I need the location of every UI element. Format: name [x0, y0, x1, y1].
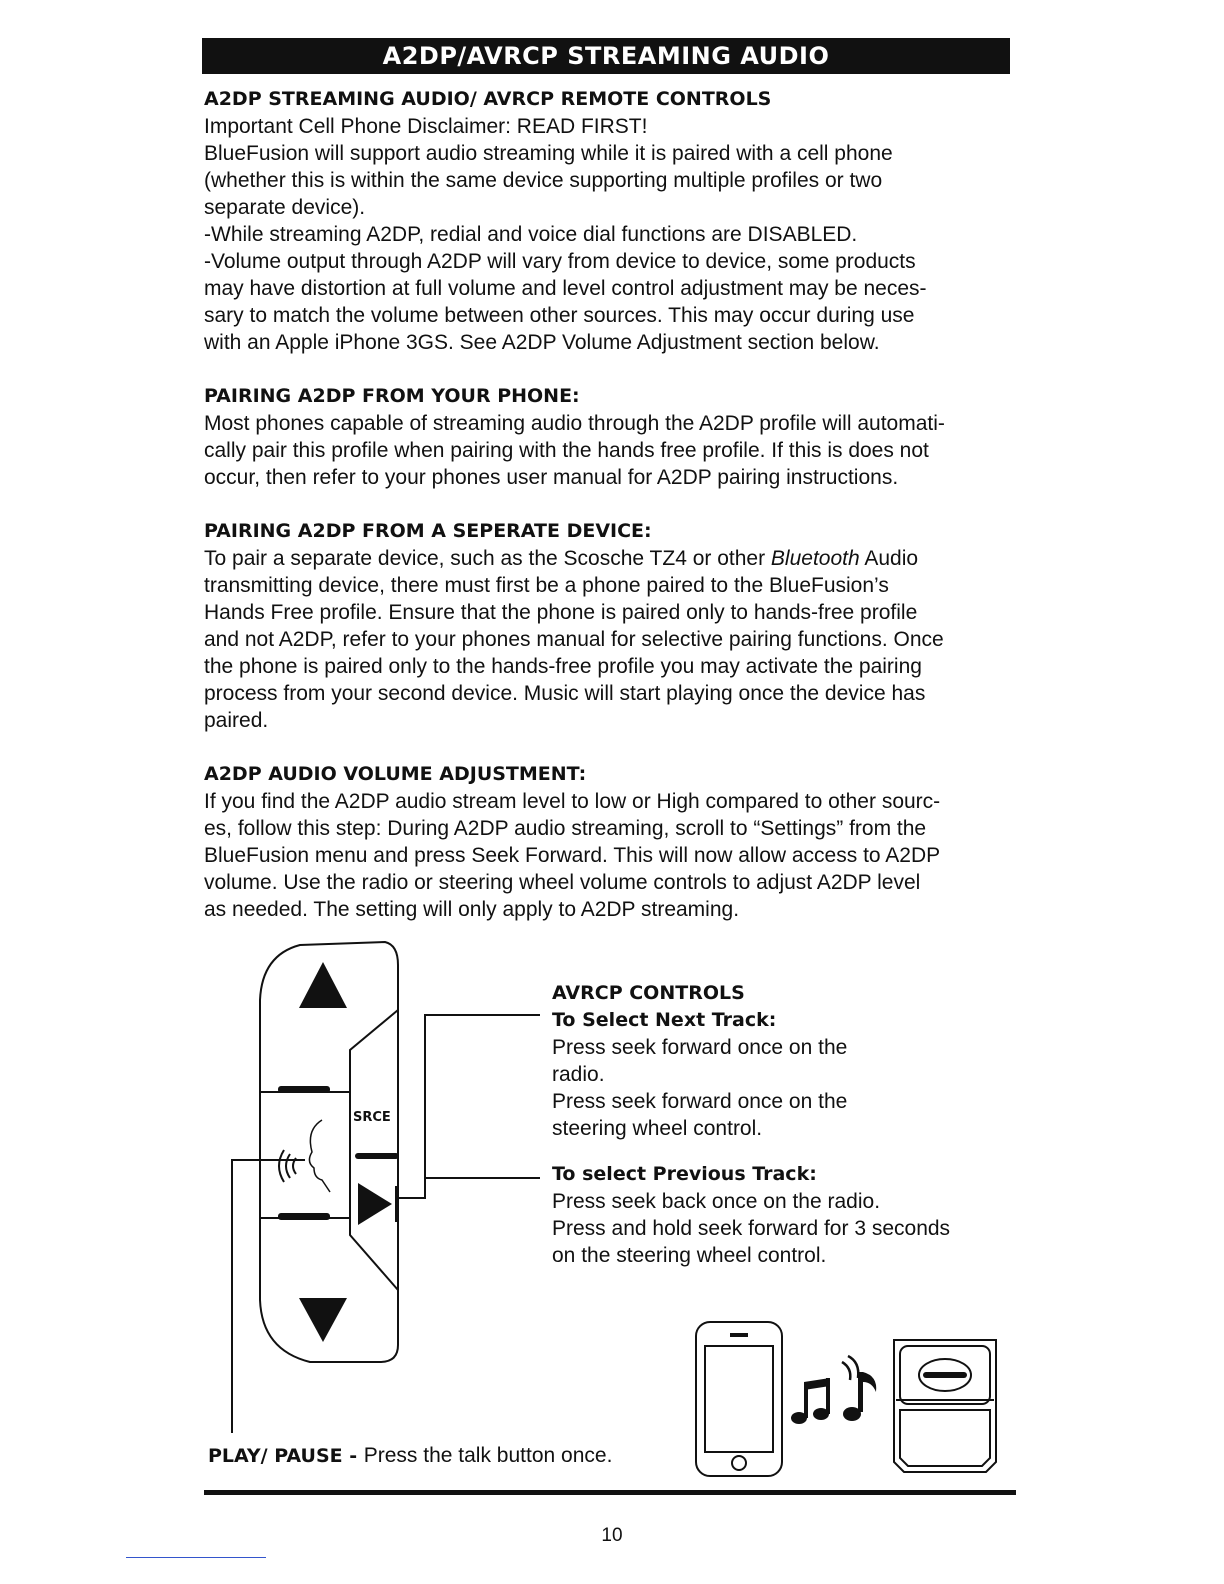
text-run: To pair a separate device, such as the Scosche TZ4 or other: [204, 547, 771, 570]
page-banner-title: A2DP/AVRCP STREAMING AUDIO: [202, 38, 1010, 74]
music-notes-icon: [791, 1372, 876, 1424]
play-pause-separator: -: [342, 1445, 364, 1467]
text-run: Audio: [859, 547, 919, 570]
phone-icon: [696, 1322, 782, 1476]
text-line: with an Apple iPhone 3GS. See A2DP Volume Adjustment section below.: [204, 331, 880, 354]
scan-artifact-line: [126, 1557, 266, 1558]
text-line: transmitting device, there must first be a phone paired to the BlueFusion’s: [204, 574, 889, 597]
avrcp-controls: [552, 980, 1012, 1269]
text-line: -While streaming A2DP, redial and voice dial functions are DISABLED.: [204, 223, 858, 246]
section-heading: A2DP AUDIO VOLUME ADJUSTMENT:: [204, 763, 587, 785]
text-line: (whether this is within the same device supporting multiple profiles or two: [204, 169, 883, 192]
italic-text-run: Bluetooth: [770, 547, 860, 570]
up-arrow-icon: [299, 962, 347, 1008]
section-heading: A2DP STREAMING AUDIO/ AVRCP REMOTE CONTROLS: [204, 88, 772, 110]
text-line: as needed. The setting will only apply to A2DP streaming.: [204, 898, 740, 921]
play-arrow-icon: [358, 1183, 392, 1225]
text-line: sary to match the volume between other sources. This may occur during use: [204, 304, 915, 327]
page-number: 10: [601, 1525, 623, 1546]
text-line: the phone is paired only to the hands-free profile you may activate the pairing: [204, 655, 922, 678]
text-line: Important Cell Phone Disclaimer: READ FIRST!: [204, 115, 648, 138]
down-arrow-icon: [299, 1298, 347, 1342]
text-line: es, follow this step: During A2DP audio streaming, scroll to “Settings” from the: [204, 817, 927, 840]
play-pause-text: Press the talk button once.: [363, 1444, 613, 1467]
text-line: Press seek forward once on the: [552, 1090, 848, 1113]
leader-line-play: [232, 1160, 305, 1433]
play-pause-instruction: [208, 1442, 612, 1470]
sound-wave-icon: [279, 1150, 296, 1182]
text-line: on the steering wheel control.: [552, 1244, 827, 1267]
text-line: steering wheel control.: [552, 1117, 763, 1140]
leader-line-next: [398, 1015, 540, 1198]
text-line: Press seek forward once on the: [552, 1036, 848, 1059]
section-heading: PAIRING A2DP FROM A SEPERATE DEVICE:: [204, 520, 652, 542]
text-line: radio.: [552, 1063, 605, 1086]
text-line: occur, then refer to your phones user manual for A2DP pairing instructions.: [204, 466, 899, 489]
text-line: Press and hold seek forward for 3 seconds: [552, 1217, 951, 1240]
previous-track-heading: To select Previous Track:: [552, 1163, 817, 1185]
text-line: process from your second device. Music will start playing once the device has: [204, 682, 926, 705]
footer-rule: [204, 1490, 1016, 1495]
text-line: Press seek back once on the radio.: [552, 1190, 881, 1213]
text-line: BlueFusion will support audio streaming while it is paired with a cell phone: [204, 142, 893, 165]
text-line: -Volume output through A2DP will vary from device to device, some products: [204, 250, 916, 273]
avrcp-heading: AVRCP CONTROLS: [552, 982, 745, 1004]
srce-label: SRCE: [353, 1110, 391, 1125]
text-line: Hands Free profile. Ensure that the phone is paired only to hands-free profile: [204, 601, 918, 624]
section-heading: PAIRING A2DP FROM YOUR PHONE:: [204, 385, 580, 407]
text-line: may have distortion at full volume and level control adjustment may be neces-: [204, 277, 927, 300]
text-line: If you find the A2DP audio stream level to low or High compared to other sourc-: [204, 790, 941, 813]
remote-side-panel: [350, 1010, 398, 1290]
text-line: Most phones capable of streaming audio through the A2DP profile will automati-: [204, 412, 945, 435]
next-track-heading: To Select Next Track:: [552, 1009, 777, 1031]
text-line: cally pair this profile when pairing with the hands free profile. If this is does not: [204, 439, 929, 462]
text-line: paired.: [204, 709, 269, 732]
talk-head-icon: [309, 1120, 330, 1192]
text-line: and not A2DP, refer to your phones manual for selective pairing functions. Once: [204, 628, 944, 651]
bluefusion-device-icon: [894, 1340, 996, 1472]
text-line: volume. Use the radio or steering wheel volume controls to adjust A2DP level: [204, 871, 921, 894]
text-line: BlueFusion menu and press Seek Forward. This will now allow access to A2DP: [204, 844, 941, 867]
play-pause-label: PLAY/ PAUSE: [208, 1445, 343, 1467]
text-line: separate device).: [204, 196, 366, 219]
